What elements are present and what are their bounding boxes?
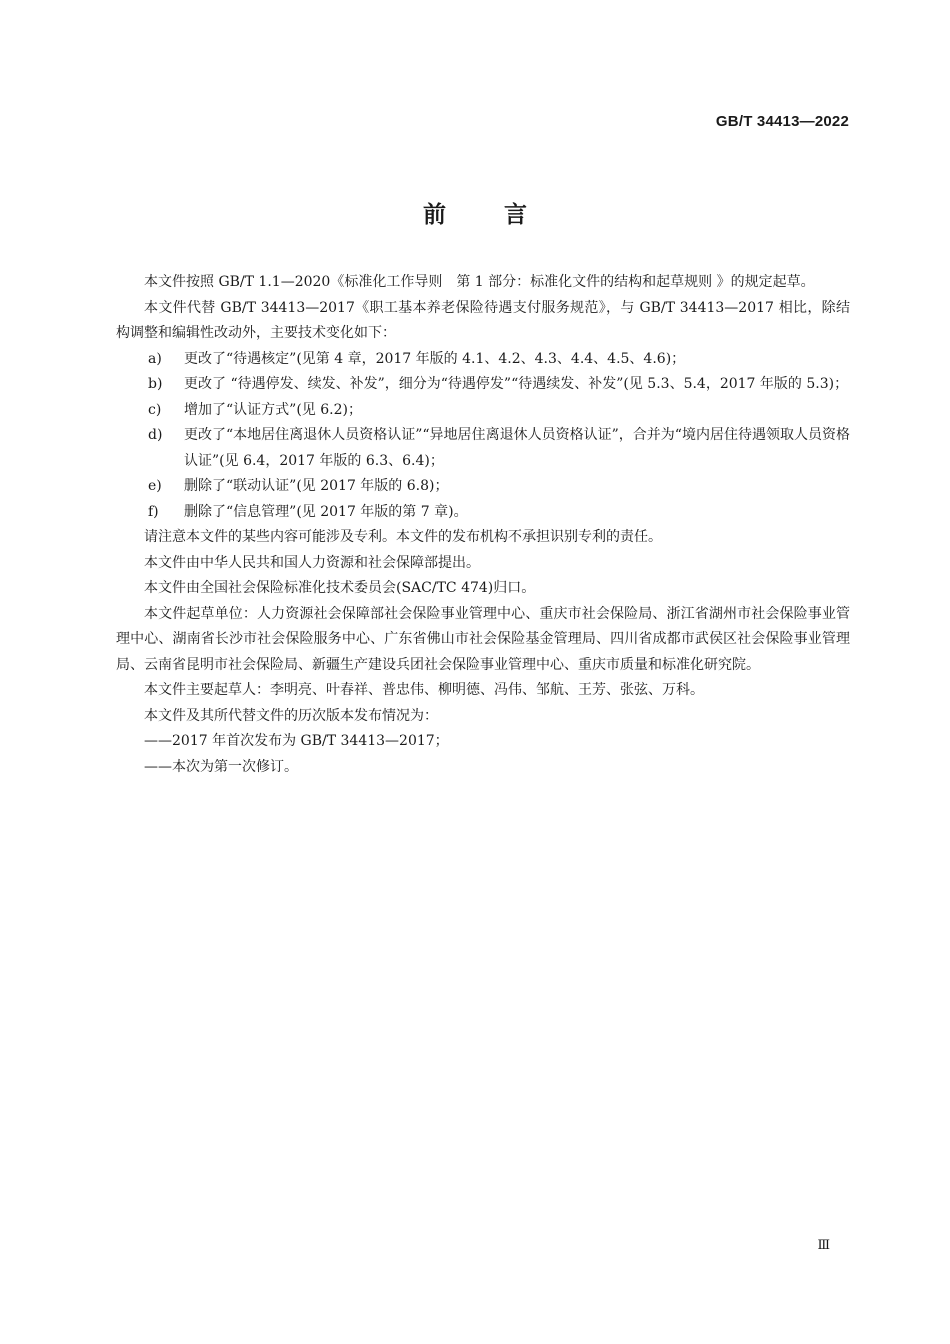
- list-item: [116, 398, 850, 424]
- page-title: 前言: [423, 202, 585, 228]
- list-item-text: 删除了“信息管理”(见 2017 年版的第 7 章)。: [184, 503, 468, 520]
- list-item: [116, 423, 850, 474]
- list-item-text: 删除了“联动认证”(见 2017 年版的 6.8)；: [184, 478, 449, 494]
- patent-notice-paragraph: 请注意本文件的某些内容可能涉及专利。本文件的发布机构不承担识别专利的责任。: [144, 529, 662, 545]
- page-number: Ⅲ: [817, 1238, 830, 1253]
- history-item: ——2017 年首次发布为 GB/T 34413—2017；: [144, 733, 449, 749]
- list-item-label: b): [148, 376, 163, 392]
- list-item-label: a): [148, 350, 162, 367]
- list-item-text: 更改了 “待遇停发、续发、补发”，细分为“待遇停发”“待遇续发、补发”(见 5.3、5.4，2017 年版的 5.3)；: [184, 376, 849, 392]
- list-item-label: f): [148, 503, 159, 520]
- list-item-label: c): [148, 401, 162, 418]
- list-item-label: d): [148, 427, 163, 443]
- drafters-paragraph: 本文件主要起草人：李明亮、叶春祥、普忠伟、柳明德、冯伟、邹航、王芳、张弦、万科。: [144, 682, 704, 698]
- list-item-text: 增加了“认证方式”(见 6.2)；: [184, 401, 362, 418]
- committee-paragraph: 本文件由全国社会保险标准化技术委员会(SAC/TC 474)归口。: [144, 580, 536, 596]
- list-item-label: e): [148, 478, 162, 494]
- list-item-text: 更改了“待遇核定”(见第 4 章，2017 年版的 4.1、4.2、4.3、4.4、4.5、4.6)；: [184, 350, 686, 367]
- list-item: [116, 347, 850, 373]
- intro-paragraph-drafting-rules: 本文件按照 GB/T 1.1—2020《标准化工作导则 第 1 部分：标准化文件的结构和起草规则 》的规定起草。: [144, 274, 815, 290]
- list-item: [116, 474, 850, 500]
- standard-code: GB/T 34413—2022: [715, 113, 849, 130]
- history-intro-paragraph: 本文件及其所代替文件的历次版本发布情况为：: [144, 707, 438, 724]
- intro-paragraph-replacement: 本文件代替 GB/T 34413—2017《职工基本养老保险待遇支付服务规范》，与 GB/T 34413—2017 相比，除结构调整和编辑性改动外，主要技术变化如下：: [116, 299, 850, 341]
- history-item: ——本次为第一次修订。: [144, 758, 298, 775]
- changes-list: [116, 347, 850, 526]
- drafting-units-paragraph: 本文件起草单位：人力资源社会保障部社会保险事业管理中心、重庆市社会保险局、浙江省湖州市社会保险事业管理中心、湖南省长沙市社会保险服务中心、广东省佛山市社会保险基金管理局、四川省成都市武侯区社会保险事业管理局、云南省昆明市社会保险局、新疆生产建设兵团社会保险事业管理中心、重庆市质量和标准化研究院。: [116, 605, 850, 673]
- document-body: [116, 270, 850, 780]
- proposer-paragraph: 本文件由中华人民共和国人力资源和社会保障部提出。: [144, 554, 480, 571]
- list-item: [116, 372, 850, 398]
- list-item-text: 更改了“本地居住离退休人员资格认证”“异地居住离退休人员资格认证”，合并为“境内居住待遇领取人员资格认证”(见 6.4，2017 年版的 6.3、6.4)；: [184, 427, 850, 469]
- list-item: [116, 500, 850, 526]
